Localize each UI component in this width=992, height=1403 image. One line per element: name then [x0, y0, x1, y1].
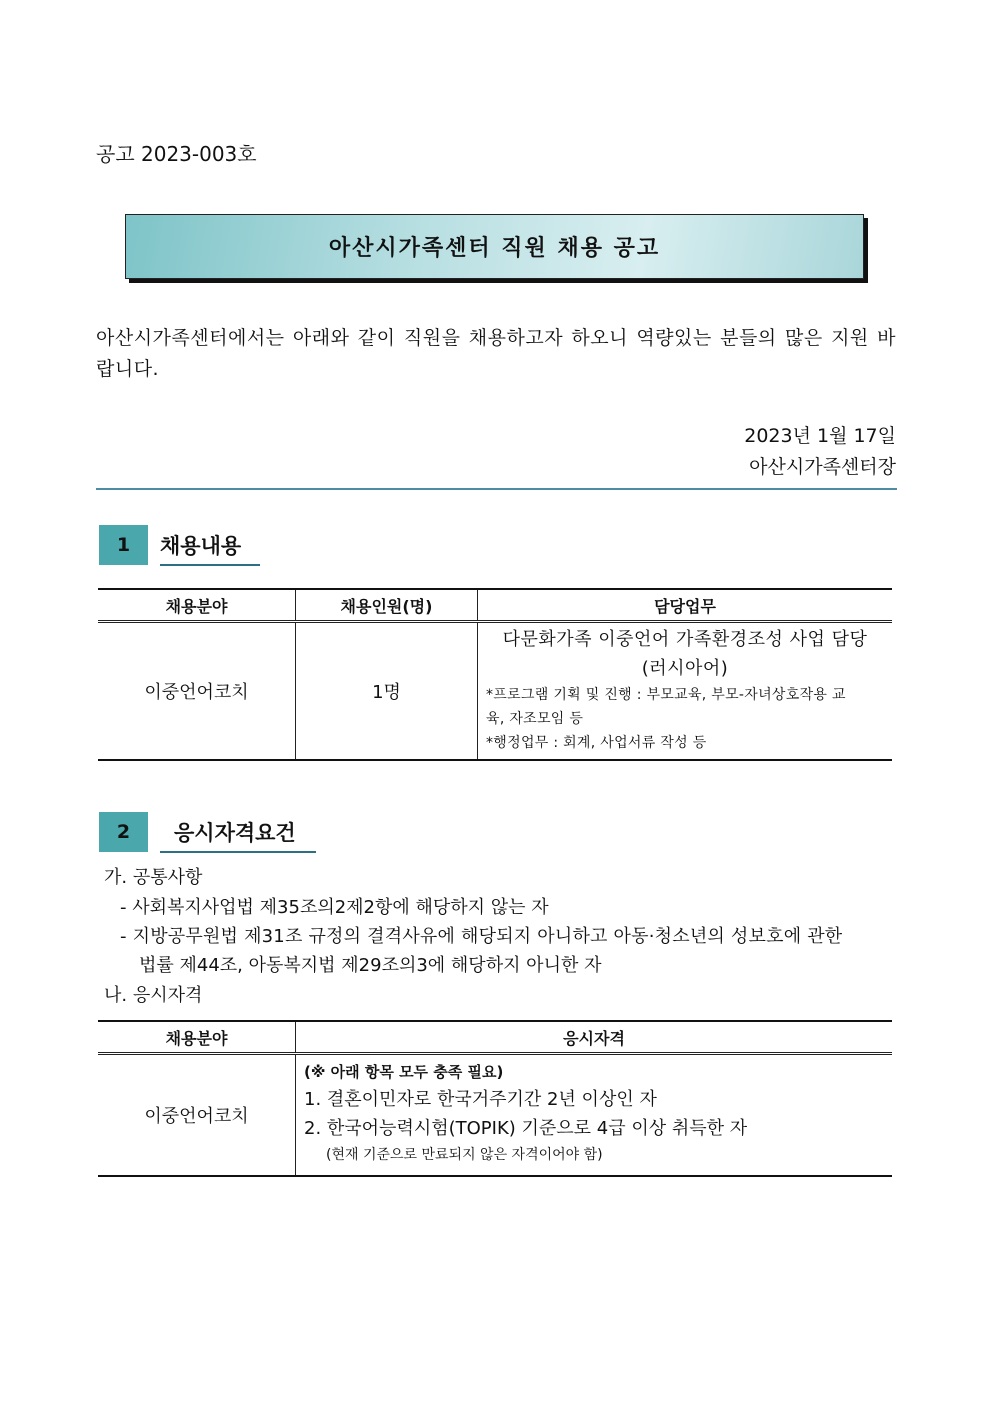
intro-paragraph: 아산시가족센터에서는 아래와 같이 직원을 채용하고자 하오니 역량있는 분들의 많은 지원 바랍니다. [96, 327, 896, 380]
duty-sub2: *행정업무 : 회계, 사업서류 작성 등 [486, 735, 707, 751]
section2-title: 응시자격요건 [160, 817, 316, 853]
common-item-2: - 지방공무원법 제31조 규정의 결격사유에 해당되지 아니하고 아동·청소년의 성보호에 관한 [120, 926, 843, 947]
row-field: 이중언어코치 [144, 1105, 249, 1127]
header-count: 채용인원(명) [296, 589, 478, 622]
common-item-1: - 사회복지사업법 제35조의2제2항에 해당하지 않는 자 [120, 897, 549, 918]
section1-title: 채용내용 [160, 530, 260, 566]
row-field: 이중언어코치 [144, 682, 249, 703]
section1-number: 1 [99, 525, 148, 565]
divider [96, 488, 897, 490]
header-qualification: 응시자격 [296, 1021, 893, 1054]
section2-number: 2 [99, 812, 148, 852]
duty-main-line1: 다문화가족 이중언어 가족환경조성 사업 담당 [502, 629, 868, 650]
requirement-1: 1. 결혼이민자로 한국거주기간 2년 이상인 자 [304, 1089, 657, 1110]
recruitment-table [98, 588, 892, 761]
issuer-name: 아산시가족센터장 [749, 456, 896, 478]
common-heading: 가. 공통사항 [104, 867, 203, 888]
duty-main-line2: (러시아어) [641, 658, 729, 679]
requirement-heading: (※ 아래 항목 모두 충족 필요) [304, 1063, 504, 1081]
header-duty: 담당업무 [478, 589, 893, 622]
requirement-note: (현재 기준으로 만료되지 않은 자격이어야 함) [326, 1147, 603, 1163]
page-title: 아산시가족센터 직원 채용 공고 [328, 236, 661, 261]
qualification-table [98, 1020, 892, 1177]
row-duty [478, 622, 893, 761]
qualification-heading: 나. 응시자격 [104, 985, 203, 1006]
row-qualification [296, 1054, 893, 1176]
common-item-2-cont: 법률 제44조, 아동복지법 제29조의3에 해당하지 아니한 자 [139, 955, 602, 976]
requirement-2: 2. 한국어능력시험(TOPIK) 기준으로 4급 이상 취득한 자 [304, 1118, 748, 1139]
header-field: 채용분야 [98, 1021, 296, 1054]
duty-sub1-line2: 육, 자조모임 등 [486, 711, 584, 727]
header-field: 채용분야 [98, 589, 296, 622]
duty-sub1-line1: *프로그램 기획 및 진행 : 부모교육, 부모-자녀상호작용 교 [486, 687, 846, 703]
notice-date: 2023년 1월 17일 [744, 425, 896, 447]
row-count: 1명 [296, 622, 478, 761]
notice-number: 공고 2023-003호 [96, 142, 257, 166]
title-banner [125, 214, 864, 279]
signature-block [744, 421, 896, 483]
